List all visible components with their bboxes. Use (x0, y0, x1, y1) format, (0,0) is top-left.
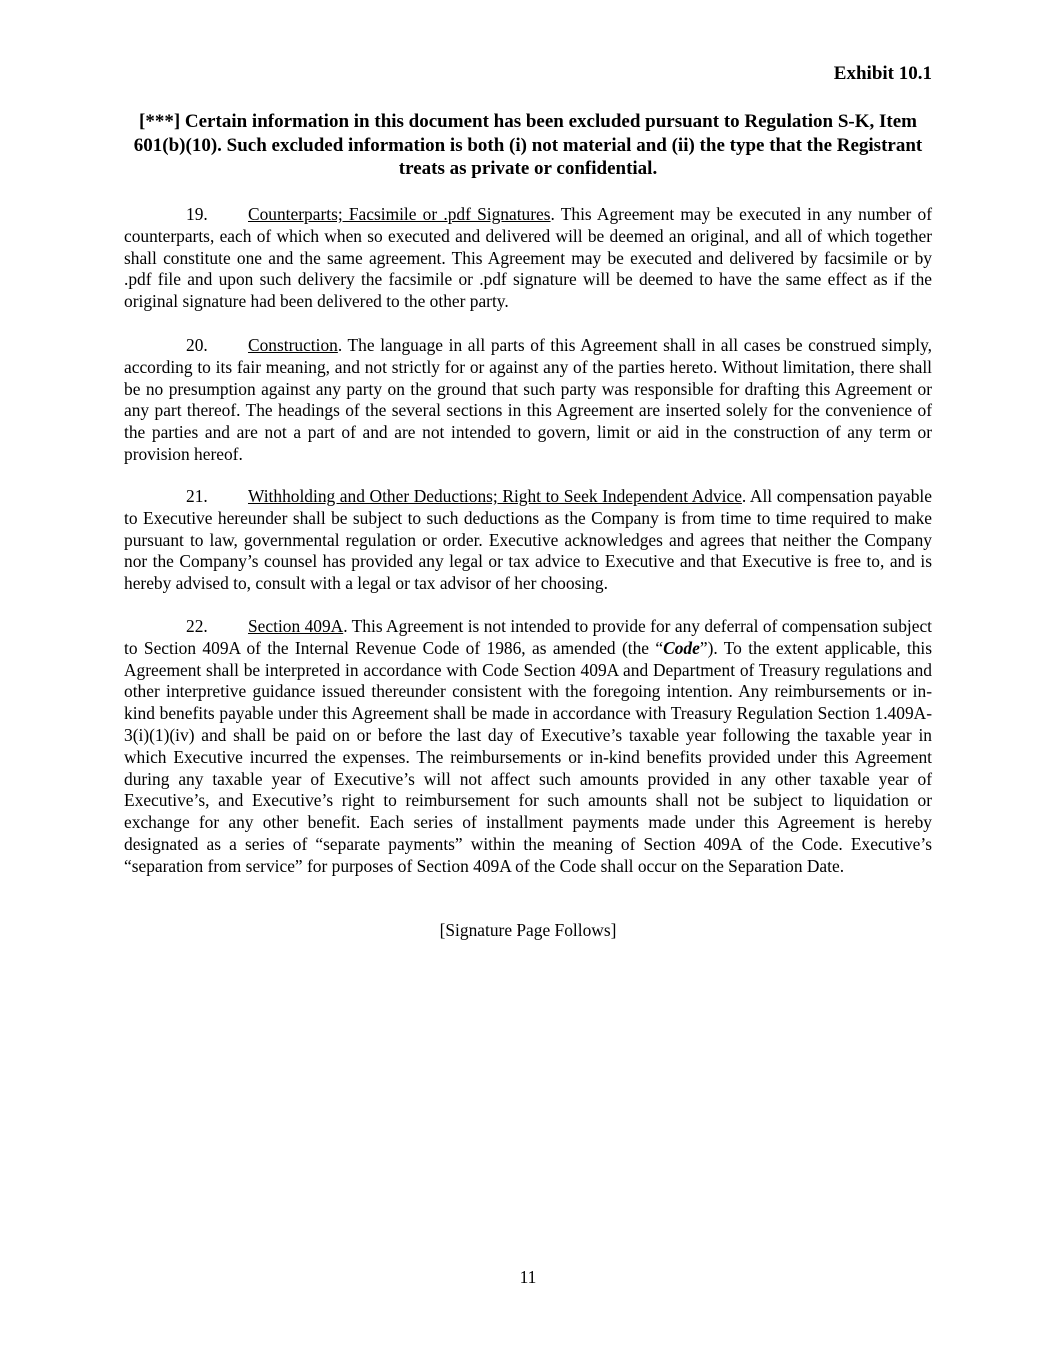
section-22 (124, 616, 932, 878)
section-21 (124, 486, 932, 595)
section-body: . This Agreement may be executed in any number of counterparts, each of which when so executed and delivered will be deemed an original, and all of which together shall constitute one and the same agreement. This Agreement may be executed and delivered by facsimile or by .pdf file and upon such delivery the facsimile or .pdf signature will be deemed to have the same effect as if the original signature had been delivered to the other party. (124, 204, 932, 312)
page-number: 11 (519, 1267, 537, 1287)
section-body: . The language in all parts of this Agreement shall in all cases be construed simply, according to its fair meaning, and not strictly for or against any of the parties hereto. Without limitation, there shall be no presumption against any party on the ground that such party was responsible for drafting this Agreement or any part thereof. The headings of the several sections in this Agreement are inserted solely for the convenience of the parties and are not a part of and are not intended to govern, limit or aid in the construction of any term or provision hereof. (124, 335, 932, 464)
section-19 (124, 204, 932, 313)
section-20 (124, 335, 932, 466)
exhibit-label: Exhibit 10.1 (833, 63, 932, 84)
section-number: 19. (186, 204, 208, 224)
section-heading: Counterparts; Facsimile or .pdf Signatures (248, 204, 551, 224)
section-body-continued: ”). To the extent applicable, this Agreement shall be interpreted in accordance with Code Section 409A and Department of Treasury regulations and other interpretive guidance issued thereunder consistent with the foregoing intention. Any reimbursements or in-kind benefits payable under this Agreement shall be made in accordance with Treasury Regulation Section 1.409A-3(i)(1)(iv) and shall be paid on or before the last day of Executive’s taxable year following the taxable year in which Executive incurred the expenses. The reimbursements or in-kind benefits provided under this Agreement during any taxable year of Executive’s will not affect such amounts provided in any other taxable year of Executive’s, and Executive’s right to reimbursement for such amounts shall not be subject to liquidation or exchange for any other benefit. Each series of installment payments made under this Agreement is hereby designated as a series of “separate payments” within the meaning of Section 409A of the Code. Executive’s “separation from service” for purposes of Section 409A of the Code shall occur on the Separation Date. (124, 637, 932, 876)
section-heading: Construction (248, 335, 338, 355)
section-number: 21. (186, 486, 208, 506)
section-heading: Withholding and Other Deductions; Right to Seek Independent Advice (248, 486, 742, 506)
section-number: 22. (186, 616, 208, 636)
signature-page-notice: [Signature Page Follows] (439, 920, 617, 940)
redaction-notice: [***] Certain information in this document has been excluded pursuant to Regulation S-K, Item 601(b)(10). Such excluded information is both (i) not material and (ii) the type that the Registrant treats as private or confidential. (133, 111, 923, 179)
section-heading: Section 409A (248, 616, 344, 636)
section-body: . This Agreement is not intended to provide for any deferral of compensation subject to Section 409A of the Internal Revenue Code of 1986, as amended (the “ (124, 616, 933, 658)
section-body: . All compensation payable to Executive hereunder shall be subject to such deductions as the Company is from time to time required to make pursuant to law, governmental regulation or order. Executive acknowledges and agrees that neither the Company nor the Company’s counsel has provided any legal or tax advice to Executive and that Executive is free to, and is hereby advised to, consult with a legal or tax advisor of her choosing. (124, 486, 932, 594)
section-number: 20. (186, 335, 208, 355)
document-page (124, 0, 932, 1365)
defined-term: Code (663, 637, 700, 658)
